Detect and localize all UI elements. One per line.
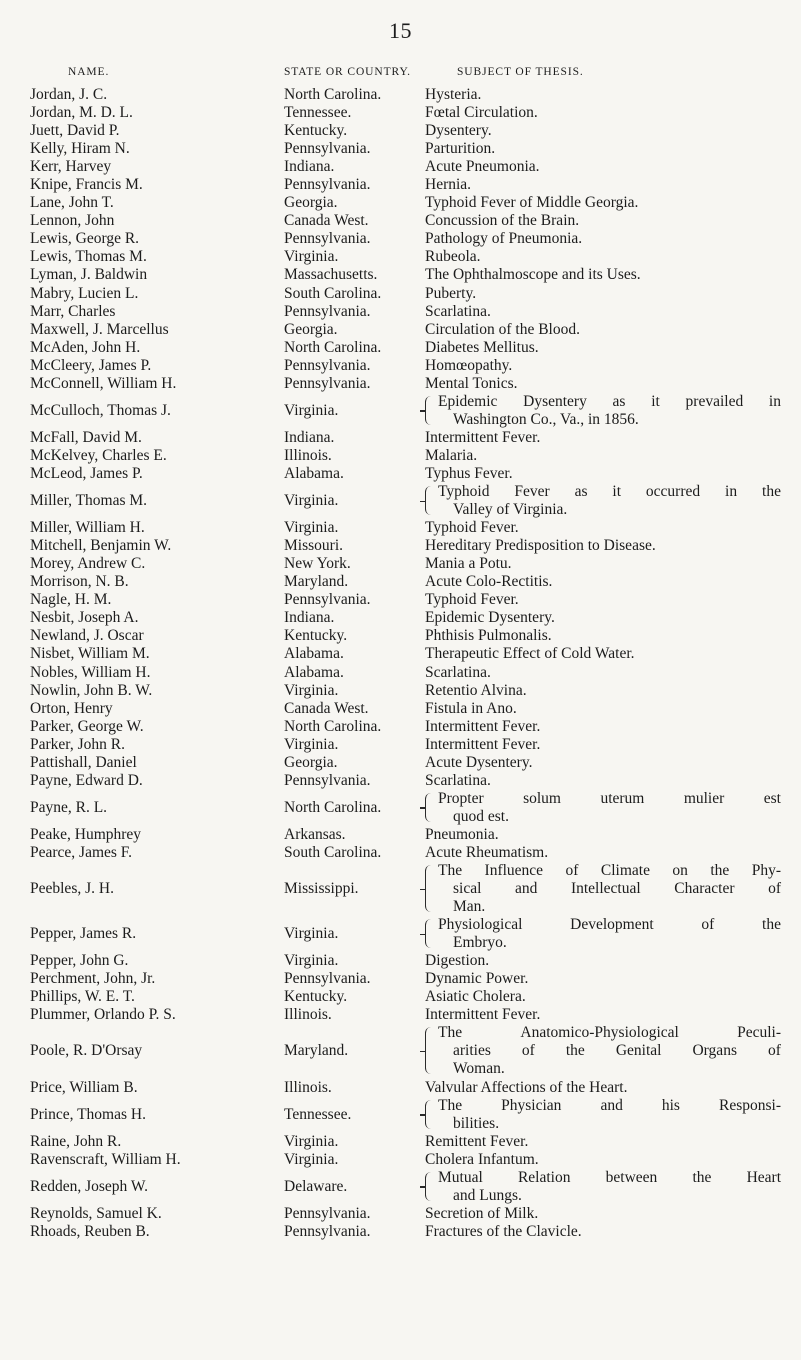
table-row bbox=[0, 627, 801, 645]
thesis-subject-line: Dysentery. bbox=[425, 122, 492, 140]
graduate-state: Pennsylvania. bbox=[284, 176, 371, 194]
graduate-state: New York. bbox=[284, 555, 351, 573]
graduate-state: Tennessee. bbox=[284, 104, 352, 122]
graduate-state: Mississippi. bbox=[284, 880, 359, 898]
graduate-name: Nagle, H. M. bbox=[30, 591, 112, 609]
thesis-subject-line: Intermittent Fever. bbox=[425, 1006, 541, 1024]
graduate-state: Massachusetts. bbox=[284, 266, 378, 284]
thesis-subject-line: Rubeola. bbox=[425, 248, 481, 266]
graduate-state: Pennsylvania. bbox=[284, 230, 371, 248]
thesis-subject bbox=[425, 375, 787, 393]
thesis-subject bbox=[425, 682, 787, 700]
thesis-subject bbox=[425, 627, 787, 645]
graduate-name: Plummer, Orlando P. S. bbox=[30, 1006, 176, 1024]
table-row bbox=[0, 591, 801, 609]
thesis-subject-line: Acute Rheumatism. bbox=[425, 843, 549, 861]
brace-mark bbox=[425, 793, 434, 822]
table-row bbox=[0, 212, 801, 230]
thesis-subject-line: Typhus Fever. bbox=[425, 464, 513, 482]
graduate-name: Payne, R. L. bbox=[30, 798, 108, 816]
thesis-subject bbox=[425, 1169, 787, 1205]
graduate-name: Poole, R. D'Orsay bbox=[30, 1042, 143, 1060]
graduate-name: McConnell, William H. bbox=[30, 374, 177, 392]
header-subject: SUBJECT OF THESIS. bbox=[457, 66, 584, 78]
thesis-subject-line: Acute Pneumonia. bbox=[425, 158, 540, 176]
graduate-name: McAden, John H. bbox=[30, 338, 141, 356]
thesis-subject bbox=[425, 1223, 787, 1241]
table-row bbox=[0, 573, 801, 591]
thesis-subject-line: Embryo. bbox=[453, 934, 507, 952]
table-row bbox=[0, 158, 801, 176]
thesis-subject-line: Physiological Development of the bbox=[438, 916, 781, 934]
brace-mark bbox=[425, 1172, 434, 1201]
thesis-subject bbox=[425, 303, 787, 321]
thesis-subject bbox=[425, 122, 787, 140]
thesis-subject-line: Man. bbox=[453, 898, 486, 916]
thesis-subject bbox=[425, 952, 787, 970]
graduate-name: Maxwell, J. Marcellus bbox=[30, 320, 169, 338]
graduate-name: Jordan, J. C. bbox=[30, 86, 108, 103]
thesis-subject-line: quod est. bbox=[453, 807, 509, 825]
graduate-state: Canada West. bbox=[284, 699, 369, 717]
table-row bbox=[0, 609, 801, 627]
thesis-subject-line: Scarlatina. bbox=[425, 663, 491, 681]
thesis-subject-line: Phthisis Pulmonalis. bbox=[425, 627, 552, 645]
thesis-subject-line: Malaria. bbox=[425, 446, 478, 464]
brace-mark bbox=[425, 1100, 434, 1129]
table-row bbox=[0, 104, 801, 122]
graduate-name: Rhoads, Reuben B. bbox=[30, 1222, 150, 1240]
thesis-subject bbox=[425, 158, 787, 176]
table-row bbox=[0, 645, 801, 663]
thesis-subject-line: Typhoid Fever. bbox=[425, 591, 519, 609]
thesis-subject bbox=[425, 212, 787, 230]
graduate-name: Nisbet, William M. bbox=[30, 645, 150, 663]
thesis-subject-line: Mental Tonics. bbox=[425, 374, 518, 392]
graduate-state: Virginia. bbox=[284, 1150, 339, 1168]
graduate-name: Nesbit, Joseph A. bbox=[30, 609, 139, 627]
thesis-subject-line: Typhoid Fever as it occurred in the bbox=[438, 483, 781, 501]
graduate-state: Illinois. bbox=[284, 446, 332, 464]
thesis-subject bbox=[425, 1205, 787, 1223]
graduate-state: Maryland. bbox=[284, 573, 349, 591]
table-row bbox=[0, 790, 801, 826]
thesis-subject bbox=[425, 970, 787, 988]
thesis-subject-line: Remittent Fever. bbox=[425, 1132, 529, 1150]
graduate-name: Payne, Edward D. bbox=[30, 771, 143, 789]
graduate-name: Lewis, Thomas M. bbox=[30, 248, 147, 266]
thesis-subject-line: Scarlatina. bbox=[425, 302, 491, 320]
table-row bbox=[0, 465, 801, 483]
graduate-state: Virginia. bbox=[284, 519, 339, 537]
thesis-subject bbox=[425, 573, 787, 591]
thesis-subject bbox=[425, 700, 787, 718]
graduate-name: Lennon, John bbox=[30, 212, 115, 230]
thesis-subject bbox=[425, 1079, 787, 1097]
thesis-subject bbox=[425, 664, 787, 682]
thesis-subject-line: Epidemic Dysentery as it prevailed in bbox=[438, 392, 781, 410]
thesis-subject-line: Retentio Alvina. bbox=[425, 681, 527, 699]
thesis-subject-line: Intermittent Fever. bbox=[425, 428, 541, 446]
graduate-state: South Carolina. bbox=[284, 284, 382, 302]
table-row bbox=[0, 988, 801, 1006]
thesis-subject bbox=[425, 483, 787, 519]
table-row bbox=[0, 285, 801, 303]
thesis-subject bbox=[425, 140, 787, 158]
graduate-state: Indiana. bbox=[284, 158, 335, 176]
graduate-state: Alabama. bbox=[284, 645, 344, 663]
graduate-name: Miller, William H. bbox=[30, 519, 145, 537]
header-name: NAME. bbox=[68, 66, 110, 78]
brace-mark bbox=[425, 396, 434, 425]
table-row bbox=[0, 718, 801, 736]
thesis-subject-line: Valvular Affections of the Heart. bbox=[425, 1078, 628, 1096]
thesis-subject bbox=[425, 447, 787, 465]
graduate-name: Parker, George W. bbox=[30, 717, 144, 735]
graduate-name: McFall, David M. bbox=[30, 428, 142, 446]
thesis-subject-line: Intermittent Fever. bbox=[425, 735, 541, 753]
graduate-state: Pennsylvania. bbox=[284, 140, 371, 158]
graduate-state: Pennsylvania. bbox=[284, 1204, 371, 1222]
table-row bbox=[0, 393, 801, 429]
thesis-subject-line: Pneumonia. bbox=[425, 825, 499, 843]
graduate-state: Virginia. bbox=[284, 1132, 339, 1150]
table-row bbox=[0, 483, 801, 519]
thesis-subject-line: Scarlatina. bbox=[425, 771, 491, 789]
thesis-subject bbox=[425, 1097, 787, 1133]
thesis-subject bbox=[425, 339, 787, 357]
thesis-subject bbox=[425, 790, 787, 826]
graduate-state: South Carolina. bbox=[284, 843, 382, 861]
thesis-subject bbox=[425, 285, 787, 303]
thesis-subject-line: Fistula in Ano. bbox=[425, 699, 517, 717]
graduate-name: Lewis, George R. bbox=[30, 230, 140, 248]
thesis-subject bbox=[425, 916, 787, 952]
table-row bbox=[0, 664, 801, 682]
table-row bbox=[0, 736, 801, 754]
thesis-subject-line: Intermittent Fever. bbox=[425, 717, 541, 735]
thesis-subject bbox=[425, 1133, 787, 1151]
table-row bbox=[0, 970, 801, 988]
table-row bbox=[0, 519, 801, 537]
table-row bbox=[0, 1079, 801, 1097]
graduate-state: Virginia. bbox=[284, 681, 339, 699]
graduate-name: Miller, Thomas M. bbox=[30, 492, 148, 510]
graduate-name: Perchment, John, Jr. bbox=[30, 970, 156, 988]
graduate-state: Illinois. bbox=[284, 1006, 332, 1024]
thesis-subject-line: Washington Co., Va., in 1856. bbox=[453, 410, 639, 428]
graduate-name: Pattishall, Daniel bbox=[30, 753, 137, 771]
table-row bbox=[0, 862, 801, 916]
thesis-subject bbox=[425, 645, 787, 663]
table-row bbox=[0, 447, 801, 465]
thesis-subject bbox=[425, 772, 787, 790]
thesis-subject bbox=[425, 393, 787, 429]
thesis-subject bbox=[425, 321, 787, 339]
graduate-state: Virginia. bbox=[284, 401, 339, 419]
table-row bbox=[0, 357, 801, 375]
graduate-name: Prince, Thomas H. bbox=[30, 1105, 146, 1123]
graduate-state: Illinois. bbox=[284, 1078, 332, 1096]
graduate-name: Orton, Henry bbox=[30, 699, 113, 717]
graduate-state: Virginia. bbox=[284, 925, 339, 943]
table-row bbox=[0, 537, 801, 555]
thesis-subject bbox=[425, 1151, 787, 1169]
thesis-subject bbox=[425, 194, 787, 212]
thesis-subject bbox=[425, 86, 787, 104]
thesis-subject-line: Mutual Relation between the Heart bbox=[438, 1168, 781, 1186]
thesis-subject bbox=[425, 555, 787, 573]
graduate-name: Peake, Humphrey bbox=[30, 825, 142, 843]
graduate-state: Tennessee. bbox=[284, 1105, 352, 1123]
graduate-name: Juett, David P. bbox=[30, 122, 120, 140]
thesis-subject bbox=[425, 519, 787, 537]
graduate-state: North Carolina. bbox=[284, 338, 382, 356]
graduate-state: Pennsylvania. bbox=[284, 591, 371, 609]
table-row bbox=[0, 1097, 801, 1133]
graduate-name: McLeod, James P. bbox=[30, 464, 143, 482]
thesis-subject bbox=[425, 591, 787, 609]
graduate-state: Pennsylvania. bbox=[284, 1222, 371, 1240]
graduate-state: Arkansas. bbox=[284, 825, 346, 843]
thesis-subject-line: Acute Colo-Rectitis. bbox=[425, 573, 553, 591]
table-row bbox=[0, 844, 801, 862]
thesis-subject-line: Typhoid Fever of Middle Georgia. bbox=[425, 194, 639, 212]
graduate-state: Alabama. bbox=[284, 464, 344, 482]
table-row bbox=[0, 1133, 801, 1151]
graduate-state: Indiana. bbox=[284, 609, 335, 627]
thesis-subject-line: Digestion. bbox=[425, 952, 490, 970]
table-row bbox=[0, 429, 801, 447]
graduate-state: Virginia. bbox=[284, 492, 339, 510]
table-row bbox=[0, 140, 801, 158]
thesis-subject bbox=[425, 465, 787, 483]
table-row bbox=[0, 122, 801, 140]
table-row bbox=[0, 194, 801, 212]
thesis-list bbox=[0, 86, 801, 1241]
thesis-subject bbox=[425, 844, 787, 862]
table-row bbox=[0, 1024, 801, 1078]
graduate-name: Reynolds, Samuel K. bbox=[30, 1204, 162, 1222]
thesis-subject bbox=[425, 248, 787, 266]
table-row bbox=[0, 176, 801, 194]
graduate-state: Georgia. bbox=[284, 753, 338, 771]
thesis-subject-line: Valley of Virginia. bbox=[453, 501, 568, 519]
table-row bbox=[0, 86, 801, 104]
graduate-state: Pennsylvania. bbox=[284, 771, 371, 789]
graduate-state: Maryland. bbox=[284, 1042, 349, 1060]
graduate-name: McKelvey, Charles E. bbox=[30, 446, 167, 464]
graduate-state: Pennsylvania. bbox=[284, 970, 371, 988]
graduate-state: Canada West. bbox=[284, 212, 369, 230]
brace-mark bbox=[425, 1027, 434, 1074]
table-row bbox=[0, 952, 801, 970]
graduate-name: Lane, John T. bbox=[30, 194, 114, 212]
thesis-subject-line: Homœopathy. bbox=[425, 356, 513, 374]
table-row bbox=[0, 375, 801, 393]
graduate-name: Kelly, Hiram N. bbox=[30, 140, 130, 158]
graduate-state: Pennsylvania. bbox=[284, 374, 371, 392]
graduate-state: Pennsylvania. bbox=[284, 302, 371, 320]
graduate-name: Knipe, Francis M. bbox=[30, 176, 143, 194]
graduate-state: Kentucky. bbox=[284, 627, 348, 645]
table-row bbox=[0, 266, 801, 284]
thesis-subject bbox=[425, 988, 787, 1006]
brace-mark bbox=[425, 919, 434, 948]
thesis-subject bbox=[425, 1024, 787, 1078]
thesis-subject-line: Puberty. bbox=[425, 284, 477, 302]
thesis-subject bbox=[425, 266, 787, 284]
thesis-subject bbox=[425, 104, 787, 122]
table-row bbox=[0, 1169, 801, 1205]
thesis-subject-line: Epidemic Dysentery. bbox=[425, 609, 555, 627]
thesis-subject-line: The Influence of Climate on the Phy- bbox=[438, 862, 781, 880]
brace-mark bbox=[425, 865, 434, 912]
thesis-subject bbox=[425, 230, 787, 248]
table-row bbox=[0, 700, 801, 718]
graduate-state: Virginia. bbox=[284, 952, 339, 970]
thesis-subject-line: Concussion of the Brain. bbox=[425, 212, 580, 230]
graduate-state: Georgia. bbox=[284, 194, 338, 212]
table-row bbox=[0, 826, 801, 844]
graduate-name: Phillips, W. E. T. bbox=[30, 988, 135, 1006]
graduate-name: Marr, Charles bbox=[30, 302, 116, 320]
graduate-name: Pepper, John G. bbox=[30, 952, 129, 970]
graduate-state: Missouri. bbox=[284, 537, 343, 555]
header-state: STATE OR COUNTRY. bbox=[284, 66, 411, 78]
thesis-subject-line: Acute Dysentery. bbox=[425, 753, 533, 771]
thesis-subject bbox=[425, 537, 787, 555]
thesis-subject-line: Secretion of Milk. bbox=[425, 1204, 539, 1222]
thesis-subject-line: Pathology of Pneumonia. bbox=[425, 230, 583, 248]
thesis-subject bbox=[425, 357, 787, 375]
table-row bbox=[0, 303, 801, 321]
table-row bbox=[0, 916, 801, 952]
graduate-name: Price, William B. bbox=[30, 1078, 138, 1096]
graduate-name: Jordan, M. D. L. bbox=[30, 104, 133, 122]
column-headers bbox=[0, 66, 801, 82]
table-row bbox=[0, 1205, 801, 1223]
thesis-subject-line: and Lungs. bbox=[453, 1186, 522, 1204]
graduate-name: Morey, Andrew C. bbox=[30, 555, 146, 573]
thesis-subject bbox=[425, 826, 787, 844]
graduate-state: Virginia. bbox=[284, 735, 339, 753]
graduate-name: Newland, J. Oscar bbox=[30, 627, 144, 645]
table-row bbox=[0, 248, 801, 266]
thesis-subject bbox=[425, 1006, 787, 1024]
graduate-state: North Carolina. bbox=[284, 86, 382, 103]
graduate-name: Nowlin, John B. W. bbox=[30, 681, 153, 699]
thesis-subject-line: The Anatomico-Physiological Peculi- bbox=[438, 1024, 781, 1042]
brace-mark bbox=[425, 486, 434, 515]
thesis-subject-line: Cholera Infantum. bbox=[425, 1150, 539, 1168]
thesis-subject bbox=[425, 718, 787, 736]
table-row bbox=[0, 555, 801, 573]
graduate-name: Mabry, Lucien L. bbox=[30, 284, 139, 302]
graduate-name: Redden, Joseph W. bbox=[30, 1177, 148, 1195]
thesis-subject bbox=[425, 736, 787, 754]
graduate-state: Pennsylvania. bbox=[284, 356, 371, 374]
page-number: 15 bbox=[389, 18, 412, 43]
graduate-state: Virginia. bbox=[284, 248, 339, 266]
graduate-name: Mitchell, Benjamin W. bbox=[30, 537, 172, 555]
graduate-state: North Carolina. bbox=[284, 717, 382, 735]
graduate-name: McCulloch, Thomas J. bbox=[30, 401, 171, 419]
thesis-subject-line: Hernia. bbox=[425, 176, 472, 194]
graduate-name: Kerr, Harvey bbox=[30, 158, 112, 176]
thesis-subject bbox=[425, 862, 787, 916]
thesis-subject bbox=[425, 176, 787, 194]
thesis-subject bbox=[425, 429, 787, 447]
table-row bbox=[0, 754, 801, 772]
thesis-subject-line: Asiatic Cholera. bbox=[425, 988, 526, 1006]
graduate-name: Morrison, N. B. bbox=[30, 573, 129, 591]
graduate-state: North Carolina. bbox=[284, 798, 382, 816]
graduate-state: Alabama. bbox=[284, 663, 344, 681]
table-row bbox=[0, 1006, 801, 1024]
table-row bbox=[0, 772, 801, 790]
thesis-subject-line: Hereditary Predisposition to Disease. bbox=[425, 537, 656, 555]
thesis-subject-line: bilities. bbox=[453, 1114, 500, 1132]
table-row bbox=[0, 230, 801, 248]
graduate-state: Georgia. bbox=[284, 320, 338, 338]
thesis-subject-line: Parturition. bbox=[425, 140, 496, 158]
thesis-subject-line: Dynamic Power. bbox=[425, 970, 529, 988]
graduate-state: Kentucky. bbox=[284, 988, 348, 1006]
graduate-name: Raine, John R. bbox=[30, 1132, 122, 1150]
thesis-subject-line: The Physician and his Responsi- bbox=[438, 1096, 781, 1114]
thesis-subject-line: sical and Intellectual Character of bbox=[453, 880, 781, 898]
table-row bbox=[0, 682, 801, 700]
thesis-subject-line: Propter solum uterum mulier est bbox=[438, 789, 781, 807]
thesis-subject-line: Therapeutic Effect of Cold Water. bbox=[425, 645, 635, 663]
thesis-subject bbox=[425, 754, 787, 772]
graduate-name: Pearce, James F. bbox=[30, 843, 133, 861]
graduate-name: Peebles, J. H. bbox=[30, 880, 114, 898]
thesis-subject-line: Fractures of the Clavicle. bbox=[425, 1222, 582, 1240]
thesis-subject bbox=[425, 609, 787, 627]
graduate-name: Lyman, J. Baldwin bbox=[30, 266, 148, 284]
table-row bbox=[0, 339, 801, 357]
thesis-subject-line: Woman. bbox=[453, 1060, 505, 1078]
graduate-name: Pepper, James R. bbox=[30, 925, 137, 943]
table-row bbox=[0, 321, 801, 339]
thesis-subject-line: Hysteria. bbox=[425, 86, 482, 103]
graduate-state: Kentucky. bbox=[284, 122, 348, 140]
thesis-subject-line: Circulation of the Blood. bbox=[425, 320, 580, 338]
thesis-subject-line: arities of the Genital Organs of bbox=[453, 1042, 781, 1060]
graduate-name: Nobles, William H. bbox=[30, 663, 151, 681]
graduate-state: Indiana. bbox=[284, 428, 335, 446]
table-row bbox=[0, 1151, 801, 1169]
graduate-state: Delaware. bbox=[284, 1177, 348, 1195]
graduate-name: McCleery, James P. bbox=[30, 356, 152, 374]
graduate-name: Parker, John R. bbox=[30, 735, 125, 753]
graduate-name: Ravenscraft, William H. bbox=[30, 1150, 181, 1168]
thesis-subject-line: Fœtal Circulation. bbox=[425, 104, 538, 122]
thesis-subject-line: Diabetes Mellitus. bbox=[425, 338, 539, 356]
thesis-subject-line: Mania a Potu. bbox=[425, 555, 512, 573]
table-row bbox=[0, 1223, 801, 1241]
thesis-subject-line: Typhoid Fever. bbox=[425, 519, 519, 537]
thesis-subject-line: The Ophthalmoscope and its Uses. bbox=[425, 266, 641, 284]
